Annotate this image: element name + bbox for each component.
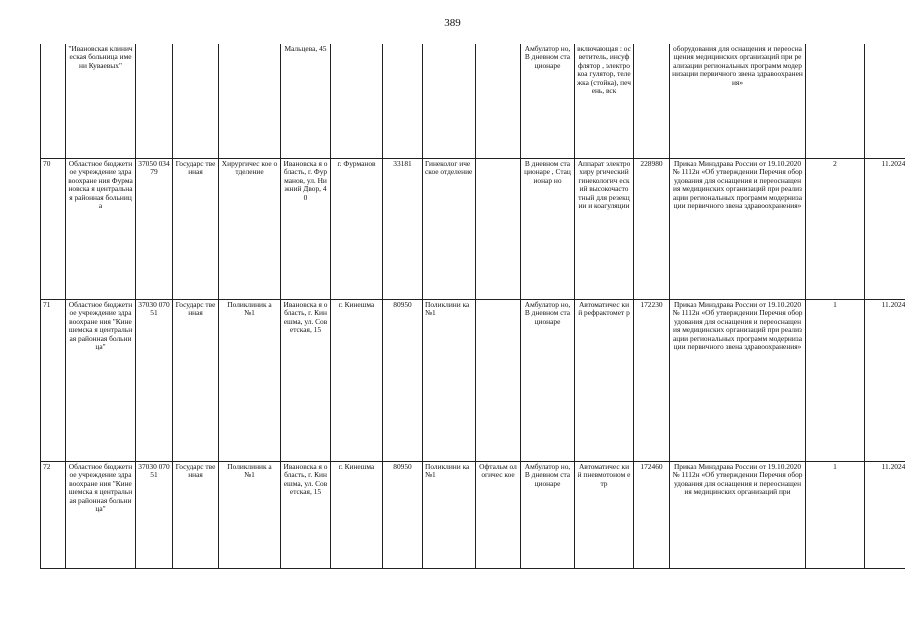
cell-organization: Областное бюджетное учреждение здравоохране ния "Кинешемска я центральная районная больница"	[66, 462, 136, 569]
cell-organization: "Ивановская клиническая больница имени Куваевых"	[66, 44, 136, 159]
cell-basis: Приказ Минздрава России от 19.10.2020 № 1112н «Об утверждении Перечня оборудования для оснащения и переоснащения медицинских организаций при	[670, 462, 806, 569]
cell-num: 70	[41, 159, 66, 300]
cell-equipment: Автоматичес кий рефрактомет р	[575, 300, 634, 462]
cell-code: 37030 07051	[136, 300, 173, 462]
cell-address: Мальцева, 45	[281, 44, 331, 159]
cell-oktmo	[383, 44, 423, 159]
cell-quantity: 2	[806, 159, 865, 300]
page-number: 389	[444, 17, 461, 29]
cell-equipment: Автоматичес кий пневмотоном етр	[575, 462, 634, 569]
cell-price: 172460	[634, 462, 670, 569]
cell-department: Поликлини ка №1	[423, 462, 476, 569]
cell-ownership: Государс твенная	[173, 300, 219, 462]
cell-profile	[476, 159, 521, 300]
cell-profile: Офтальм ологичес кое	[476, 462, 521, 569]
table-row	[41, 300, 905, 462]
cell-date	[865, 44, 905, 159]
cell-date: 11.2024	[865, 462, 905, 569]
cell-department	[423, 44, 476, 159]
cell-department: Гинеколог ическое отделение	[423, 159, 476, 300]
cell-unit: Поликлиник а №1	[219, 300, 281, 462]
cell-oktmo: 80950	[383, 300, 423, 462]
cell-condition: Амбулатор но, В дневном стационаре	[521, 300, 575, 462]
cell-department: Поликлини ка №1	[423, 300, 476, 462]
cell-condition: Амбулатор но, В дневном стационаре	[521, 462, 575, 569]
cell-address: Ивановска я область, г. Кинешма, ул. Советская, 15	[281, 300, 331, 462]
cell-basis: Приказ Минздрава России от 19.10.2020 № 1112н «Об утверждении Перечня оборудования для оснащения и переоснащения медицинских организаций при реализации региональных программ модернизации первичного звена здравоохранения»	[670, 159, 806, 300]
cell-ownership: Государс твенная	[173, 462, 219, 569]
cell-num: 72	[41, 462, 66, 569]
cell-unit: Хирургичес кое отделение	[219, 159, 281, 300]
cell-oktmo: 33181	[383, 159, 423, 300]
cell-ownership	[173, 44, 219, 159]
cell-profile	[476, 44, 521, 159]
cell-ownership: Государс твенная	[173, 159, 219, 300]
cell-code: 37030 07051	[136, 462, 173, 569]
cell-num	[41, 44, 66, 159]
cell-unit	[219, 44, 281, 159]
cell-code	[136, 44, 173, 159]
cell-price: 172230	[634, 300, 670, 462]
cell-equipment: Аппарат электрохиру ргический гинекологич еский высокочасто тный для резекции и коагуляции	[575, 159, 634, 300]
cell-date: 11.2024	[865, 159, 905, 300]
cell-organization: Областное бюджетное учреждение здравоохране ния Фурмановска я центральная районная больница	[66, 159, 136, 300]
cell-city: г. Фурманов	[331, 159, 383, 300]
cell-city: г. Кинешма	[331, 300, 383, 462]
cell-city	[331, 44, 383, 159]
table-row	[41, 159, 905, 300]
table-row-continued	[41, 44, 905, 159]
cell-quantity: 1	[806, 462, 865, 569]
cell-profile	[476, 300, 521, 462]
cell-oktmo: 80950	[383, 462, 423, 569]
cell-organization: Областное бюджетное учреждение здравоохране ния "Кинешемска я центральная районная больница"	[66, 300, 136, 462]
cell-date: 11.2024	[865, 300, 905, 462]
cell-basis: оборудования для оснащения и переоснащения медицинских организаций при реализации региональных программ модернизации первичного звена здравоохранения»	[670, 44, 806, 159]
cell-basis: Приказ Минздрава России от 19.10.2020 № 1112н «Об утверждении Перечня оборудования для оснащения и переоснащения медицинских организаций при реализации региональных программ модернизации первичного звена здравоохранения»	[670, 300, 806, 462]
cell-quantity	[806, 44, 865, 159]
table-row	[41, 462, 905, 569]
cell-unit: Поликлиник а №1	[219, 462, 281, 569]
cell-quantity: 1	[806, 300, 865, 462]
cell-address: Ивановска я область, г. Кинешма, ул. Советская, 15	[281, 462, 331, 569]
cell-address: Ивановска я область, г. Фурманов, ул. Нижний Двор, 40	[281, 159, 331, 300]
cell-condition: Амбулатор но, В дневном стационаре	[521, 44, 575, 159]
cell-code: 37050 03479	[136, 159, 173, 300]
cell-num: 71	[41, 300, 66, 462]
cell-city: г. Кинешма	[331, 462, 383, 569]
equipment-registry-table	[40, 44, 905, 569]
cell-equipment: включающая : осветитель, инсуффлятор , электрокоа гулятор, тележка (стойка), печень, вск	[575, 44, 634, 159]
cell-price	[634, 44, 670, 159]
cell-condition: В дневном стационаре , Стационар но	[521, 159, 575, 300]
cell-price: 228980	[634, 159, 670, 300]
